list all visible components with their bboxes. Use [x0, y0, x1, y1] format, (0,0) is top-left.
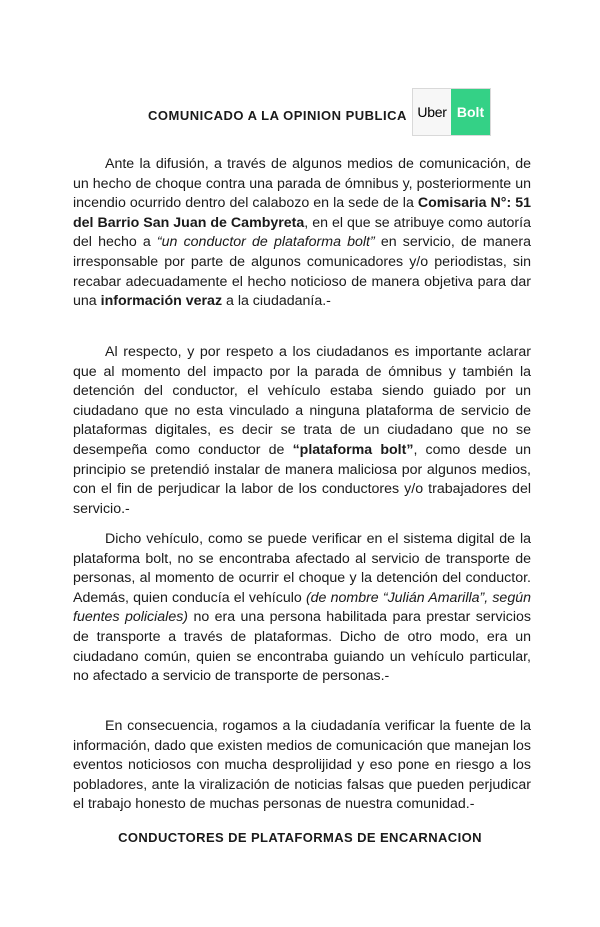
signature: CONDUCTORES DE PLATAFORMAS DE ENCARNACION	[118, 830, 482, 845]
paragraph-text: Dicho vehículo, como se puede verificar en el sistema digital de la plataforma bolt, no se encontraba afectado al servicio de transporte de personas, al momento de ocurrir el choque y la detención del conductor. Además, quien conducía el vehículo	[73, 531, 531, 606]
italic-quote: “un conductor de plataforma bolt”	[156, 234, 375, 251]
paragraph-text: a la ciudadanía.-	[222, 293, 331, 310]
bold-phrase-comisaria: Comisaria N°: 51 del Barrio San Juan de Cambyreta	[73, 195, 531, 231]
bold-phrase-plataforma: “plataforma bolt”	[292, 441, 414, 458]
paragraph-text: Ante la difusión, a través de algunos medios de comunicación, de un hecho de choque contra una parada de ómnibus y, posteriormente un incendio ocurrido dentro del calabozo en la sede de la	[73, 156, 531, 212]
paragraph-text: En consecuencia, rogamos a la ciudadanía verificar la fuente de la información, dado que existen medios de comunicación que manejan los eventos noticiosos con mucha desprolijidad y eso pone en riesgo a los pobladores, ante la viralización de noticias falsas que pueden perjudicar el trabajo honesto de muchas personas de nuestra comunidad.-	[73, 718, 531, 813]
uber-logo: Uber	[413, 89, 451, 135]
paragraph-text: en servicio, de manera irresponsable por parte de algunos comunicadores y/o periodistas, sin recabar adecuadamente el hecho noticioso de manera objetiva para dar una	[73, 234, 531, 310]
paragraph-2	[73, 343, 531, 519]
paragraph-4	[73, 717, 531, 815]
paragraph-text: no era una persona habilitada para prestar servicios de transporte a través de plataformas. Dicho de otro modo, era un ciudadano común, quien se encontraba guiando un vehículo particular, no afectado a servicio de transporte de personas.-	[73, 609, 531, 685]
paragraph-3	[73, 530, 531, 687]
paragraph-text: , como desde un principio se pretendió instalar de manera maliciosa por algunos medios, con el fin de perjudicar la labor de los conductores y/o trabajadores del servicio.-	[73, 441, 531, 517]
italic-source-note: (de nombre “Julián Amarilla”, según fuentes policiales)	[73, 589, 531, 626]
bolt-logo: Bolt	[451, 89, 490, 135]
uber-bolt-logo	[412, 88, 491, 136]
paragraph-text: Al respecto, y por respeto a los ciudadanos es importante aclarar que al momento del impacto por la parada de ómnibus y también la detención del conductor, el vehículo estaba siendo guiado por un ciudadano que no esta vinculado a ninguna plataforma de servicio de plataformas digitales, es decir se trata de un ciudadano que no se desempeña como conductor de	[73, 344, 531, 458]
header	[0, 88, 600, 136]
document-title: COMUNICADO A LA OPINION PUBLICA	[148, 108, 407, 123]
paragraph-1	[73, 155, 531, 312]
bold-phrase-informacion: información veraz	[100, 293, 223, 310]
paragraph-text: , en el que se atribuye como autoría del hecho a	[73, 214, 531, 251]
